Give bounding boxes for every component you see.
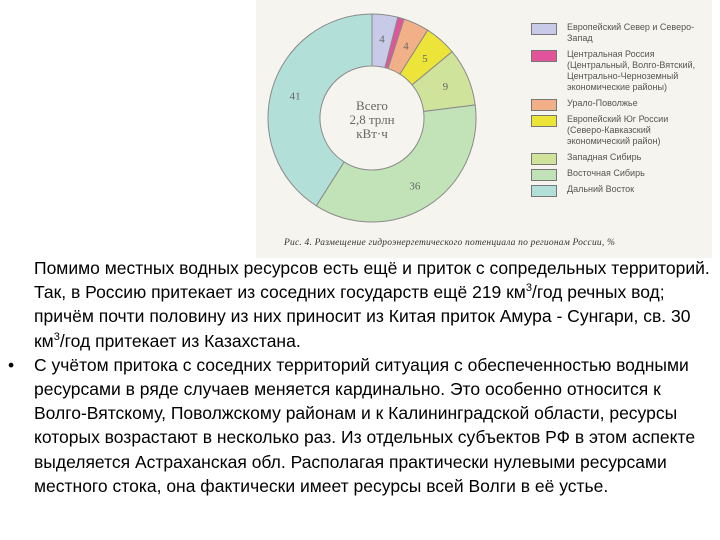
body-text [0, 256, 720, 498]
paragraph-1-part-c: /год притекает из Казахстана. [59, 330, 301, 351]
slice-value-label: 41 [289, 90, 301, 103]
donut-chart [256, 0, 526, 240]
paragraph-1 [0, 256, 720, 353]
slice-value-label: 5 [422, 52, 428, 65]
slice-value-label: 9 [442, 81, 449, 94]
legend-item [531, 168, 706, 179]
chart-legend [531, 22, 706, 200]
legend-swatch [531, 99, 557, 111]
paragraph-2: С учётом притока с соседних территорий ситуация с обеспеченностью водными ресурсами в ряде случаев меняется кардинально. Это особенно относится к Волго-Вятскому, Поволжскому районам и к Калининградской области, ресурсы которых возрастают в несколько раз. Из отдельных субъектов РФ в этом аспекте выделяется Астраханская обл. Располагая практически нулевыми ресурсами местного стока, она фактически имеет ресурсы всей Волги в её устье. [34, 354, 696, 496]
paragraph-1-part-a: Помимо местных водных ресурсов есть ещё и приток с сопредельных территорий. Так, в Россию притекает из соседних государств ещё 219 км [34, 258, 710, 303]
legend-item [531, 49, 706, 93]
legend-label: Дальний Восток [567, 184, 635, 194]
slice-value-label: 36 [409, 180, 421, 193]
center-label [349, 98, 394, 141]
chart-title: Рис. 4. Размещение гидроэнергетического потенциала по регионам России, % [284, 238, 616, 248]
legend-swatch [531, 169, 557, 181]
legend-label: Урало-Поволжье [567, 98, 638, 108]
legend-swatch [531, 23, 557, 35]
legend-label: Восточная Сибирь [567, 168, 645, 178]
center-label-line-1: Всего [356, 98, 388, 113]
legend-swatch [531, 185, 557, 197]
chart-figure [256, 0, 712, 258]
legend-label: Западная Сибирь [567, 152, 642, 162]
legend-swatch [531, 115, 557, 127]
legend-swatch [531, 50, 557, 62]
legend-label: Центральная Россия (Центральный, Волго-Вятский, Центрально-Черноземный экономические районы) [567, 49, 696, 92]
legend-item [531, 152, 706, 163]
center-label-line-2: 2,8 трлн [349, 112, 395, 127]
bullet-item [0, 353, 720, 498]
center-label-line-3: кВт·ч [356, 126, 388, 141]
slice-value-label: 4 [403, 40, 409, 53]
legend-label: Европейский Север и Северо-Запад [567, 22, 695, 43]
bullet-icon: • [8, 354, 15, 375]
legend-item [531, 114, 706, 147]
legend-item [531, 98, 706, 109]
superscript-3-a: 3 [525, 282, 532, 295]
paragraph-1-part-b: /год речных вод; причём почти половину из них приносит из Китая приток Амура - Сунгари, св. 30 км [34, 282, 691, 351]
superscript-3-b: 3 [53, 330, 60, 343]
legend-item [531, 22, 706, 44]
slice-value-label: 4 [379, 33, 385, 46]
legend-swatch [531, 153, 557, 165]
legend-item [531, 184, 706, 195]
legend-label: Европейский Юг России (Северо-Кавказский экономический район) [567, 114, 669, 146]
